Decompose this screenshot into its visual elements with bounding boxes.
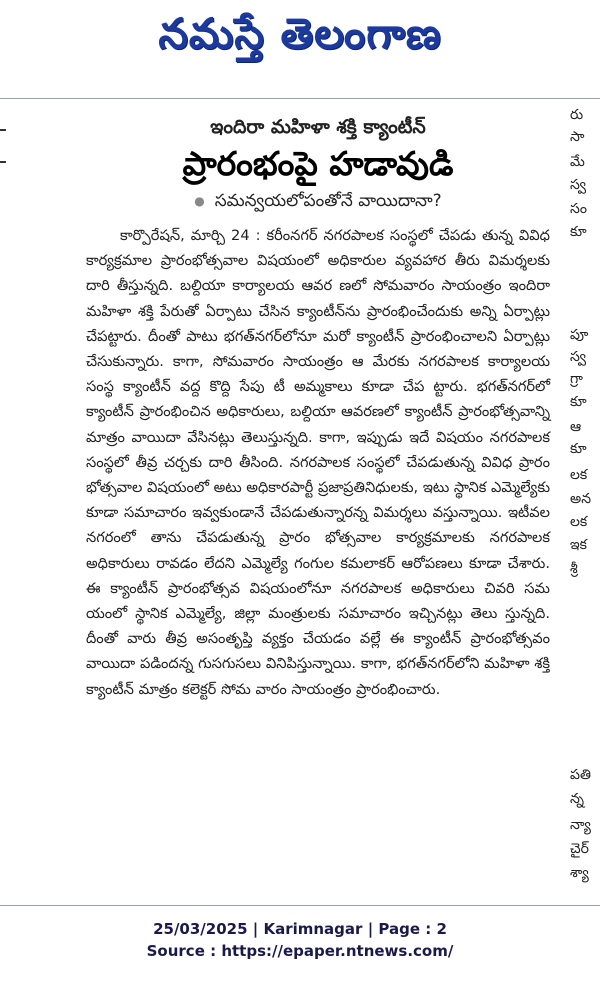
neighbor-fragment: లక [570, 514, 588, 530]
neighbor-fragment: పూ [570, 327, 589, 343]
neighbor-fragment: శ్రీ [570, 561, 578, 577]
neighbor-fragment: ఆ [570, 419, 582, 435]
footer-edition: Karimnagar [263, 920, 363, 938]
neighbor-fragment: చైర్ [570, 841, 589, 857]
neighbor-fragment: సా [570, 129, 585, 145]
news-clipping [0, 98, 600, 906]
neighbor-fragment: కూ [570, 394, 587, 410]
neighbor-fragment: సం [570, 201, 587, 217]
neighbor-fragment: శ్యా [570, 865, 589, 881]
neighbor-fragment: న్న [570, 791, 584, 807]
footer-sep: | [252, 920, 264, 938]
neighbor-fragment: న్యా [570, 817, 591, 833]
left-column-edge [0, 99, 8, 905]
bullet-icon: ● [194, 194, 205, 208]
masthead [0, 0, 600, 78]
neighbor-fragment: లక [570, 467, 588, 483]
neighbor-fragment: స్వ [570, 177, 587, 193]
footer-date: 25/03/2025 [153, 920, 248, 938]
neighbor-fragment: అన [570, 491, 592, 507]
neighbor-fragment: గ్రా [570, 371, 583, 387]
article-body [86, 223, 550, 702]
footer-source[interactable]: Source : https://epaper.ntnews.com/ [146, 942, 454, 960]
neighbor-fragment: మే [570, 154, 585, 170]
article [80, 99, 556, 905]
footer [0, 918, 600, 962]
neighbor-fragment: ఇక [570, 537, 587, 553]
article-kicker: ఇందిరా మహిళా శక్తి క్యాంటీన్ [210, 116, 426, 138]
footer-page: Page : 2 [378, 920, 447, 938]
neighbor-column [570, 99, 600, 905]
footer-meta [0, 918, 600, 940]
article-subhead-row [80, 189, 556, 213]
article-subhead: సమన్వయలోపంతోనే వాయిదానా? [214, 191, 442, 211]
neighbor-fragment: కూ [570, 441, 587, 457]
article-headline: ప్రారంభంపై హడావుడి [182, 144, 454, 183]
article-paragraph: కార్పొరేషన్, మార్చి 24 : కరీంనగర్ నగరపాలక సంస్థలో చేపడు తున్న వివిధ కార్యక్రమాల ప్రారంభోత్సవాల విషయంలో అధికారుల వ్యవహార తీరు విమర్శలకు దారి తీస్తున్నది. బల్దియా కార్యాలయ ఆవర ణలో సోమవారం సాయంత్రం ఇందిరా మహిళా శక్తి పేరుతో ఏర్పాటు చేసిన క్యాంటీన్‌ను ప్రారంభించేందుకు అన్ని ఏర్పాట్లు చేపట్టారు. దీంతో పాటు భగత్‌నగర్‌లోనూ మరో క్యాంటీన్ ప్రారంభించాలని ఏర్పాట్లు చేసుకున్నారు. కాగా, సోమవారం సాయంత్రం ఆ మేరకు నగరపాలక కార్యాలయ సంస్థ క్యాంటీన్ వద్ద కొద్ది సేపు టీ అమ్మకాలు కూడా చేప ట్టారు. భగత్‌నగర్‌లో క్యాంటీన్ ప్రారంభించిన అధికారులు, బల్దియా ఆవరణలో క్యాంటీన్ ప్రారంభోత్సవాన్ని మాత్రం వాయిదా వేసినట్లు తెలుస్తున్నది. కాగా, ఇప్పుడు ఇదే విషయం నగరపాలక సంస్థలో తీవ్ర చర్చకు దారి తీసింది. నగరపాలక సంస్థలో చేపడుతున్న వివిధ ప్రారం భోత్సవాల విషయంలో అటు అధికారపార్టీ ప్రజాప్రతినిధులకు, ఇటు స్థానిక ఎమ్మెల్యేకు కూడా సమాచారం ఇవ్వకుండానే చేపడుతున్నారన్న విమర్శలు వస్తున్నాయి. ఇటీవల నగరంలో తాను చేపడుతున్న ప్రారం భోత్సవాల కార్యక్రమాలకు నగరపాలక అధికారులు రావడం లేదని ఎమ్మెల్యే గంగుల కమలాకర్ ఆరోపణలు కూడా చేశారు. ఈ క్యాంటీన్ ప్రారంభోత్సవ విషయంలోనూ నగరపాలక అధికారులు చివరి సమ యంలో స్థానిక ఎమ్మెల్యే, జిల్లా మంత్రులకు సమాచారం ఇచ్చినట్లు తెలు స్తున్నది. దీంతో వారు తీవ్ర అసంతృప్తి వ్యక్తం చేయడం వల్లే ఈ క్యాంటీన్ ప్రారంభోత్సవం వాయిదా పడిందన్న గుసగుసలు వినిపిస్తున్నాయి. కాగా, భగత్‌నగర్‌లోని మహిళా శక్తి క్యాంటీన్ మాత్రం కలెక్టర్ సోమ వారం సాయంత్రం ప్రారంభించారు. [86, 227, 550, 698]
neighbor-fragment: స్వ [570, 349, 587, 365]
neighbor-fragment: రు [570, 107, 584, 123]
newspaper-title: నమస్తే తెలంగాణ [158, 9, 442, 58]
neighbor-fragment: కూ [570, 224, 587, 240]
footer-sep: | [367, 920, 379, 938]
neighbor-fragment: పతి [570, 767, 591, 783]
